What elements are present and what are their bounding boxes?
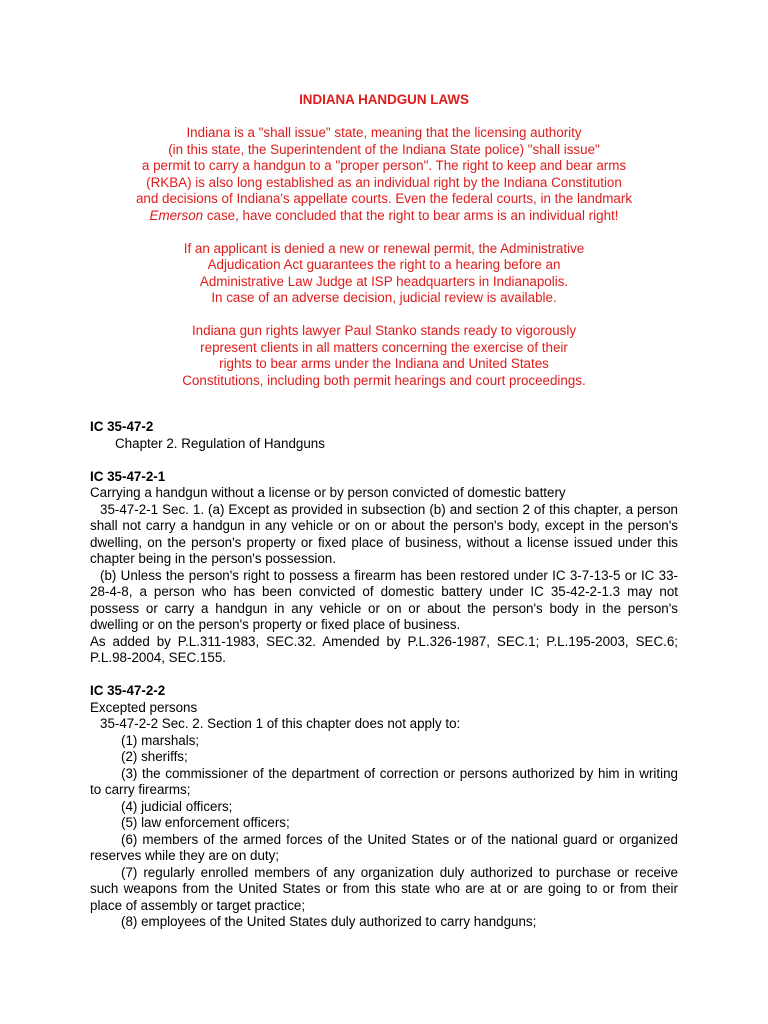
- intro-line: Indiana gun rights lawyer Paul Stanko stands ready to vigorously: [191, 323, 577, 338]
- list-item-text: (2) sheriffs;: [121, 749, 188, 764]
- list-item: [90, 766, 678, 799]
- list-item: [90, 865, 678, 915]
- subsection-b: [90, 568, 678, 634]
- intro-line: (RKBA) is also long established as an individual right by the Indiana Constitution: [146, 174, 622, 190]
- intro-line: rights to bear arms under the Indiana and United States: [219, 356, 549, 371]
- section-code: IC 35-47-2-1: [90, 468, 166, 484]
- section-intro: [90, 716, 678, 733]
- chapter-title: Chapter 2. Regulation of Handguns: [115, 435, 325, 451]
- intro-line-rest: case, have concluded that the right to bear arms is an individual right!: [203, 207, 619, 223]
- intro-paragraph-lawyer: [90, 323, 678, 389]
- case-name-emerson: Emerson: [149, 207, 204, 223]
- list-item: [90, 799, 678, 816]
- intro-line: Constitutions, including both permit hearings and court proceedings.: [182, 372, 586, 388]
- section-ic-35-47-2-1: [90, 469, 678, 667]
- section-subtitle: Excepted persons: [90, 699, 198, 715]
- list-item-text: (8) employees of the United States duly authorized to carry handguns;: [121, 914, 537, 929]
- subsection-a: [90, 502, 678, 568]
- intro-line: a permit to carry a handgun to a "proper person". The right to keep and bear arms: [141, 158, 627, 173]
- section-code: IC 35-47-2-2: [90, 683, 166, 698]
- intro-line: represent clients in all matters concerning the exercise of their: [200, 339, 568, 355]
- list-item: [90, 914, 678, 931]
- list-item-text: (6) members of the armed forces of the United States or of the national guard or organized reserves while they are on duty;: [90, 831, 678, 863]
- list-item-text: (1) marshals;: [121, 732, 200, 748]
- intro-paragraph-shall-issue: [90, 125, 678, 224]
- intro-line: In case of an adverse decision, judicial review is available.: [211, 290, 557, 305]
- document-title: INDIANA HANDGUN LAWS: [299, 92, 469, 107]
- intro-line: [90, 208, 678, 225]
- list-item-text: (7) regularly enrolled members of any organization duly authorized to purchase or receive such weapons from the United States or from this state who are at or are going to or from their place of assembly or target practice;: [90, 864, 678, 913]
- intro-line: Indiana is a "shall issue" state, meaning that the licensing authority: [186, 125, 582, 140]
- section-subtitle: Carrying a handgun without a license or by person convicted of domestic battery: [90, 485, 566, 500]
- statute-text: [90, 419, 678, 947]
- list-item-text: (4) judicial officers;: [121, 798, 233, 814]
- list-item: [90, 832, 678, 865]
- section-ic-35-47-2-2: [90, 683, 678, 931]
- legislative-history: As added by P.L.311-1983, SEC.32. Amended by P.L.326-1987, SEC.1; P.L.195-2003, SEC.6; P.L.98-2004, SEC.155.: [90, 633, 678, 665]
- intro-line: If an applicant is denied a new or renewal permit, the Administrative: [183, 240, 585, 256]
- section-intro-text: 35-47-2-2 Sec. 2. Section 1 of this chapter does not apply to:: [100, 716, 461, 731]
- intro-block: [90, 92, 678, 406]
- section-ic-35-47-2: [90, 419, 678, 452]
- list-item-text: (5) law enforcement officers;: [121, 815, 290, 830]
- list-item-text: (3) the commissioner of the department of correction or persons authorized by him in writing to carry firearms;: [90, 765, 678, 797]
- intro-line: Adjudication Act guarantees the right to a hearing before an: [207, 257, 561, 272]
- subsection-a-text: 35-47-2-1 Sec. 1. (a) Except as provided in subsection (b) and section 2 of this chapter, a person shall not carry a handgun in any vehicle or on or about the person's body, except in the person's dwelling, on the person's property or fixed place of business, without a license issued under this chapter being in the person's possession.: [90, 501, 678, 566]
- intro-paragraph-hearing: [90, 241, 678, 307]
- intro-line: and decisions of Indiana's appellate courts. Even the federal courts, in the landmark: [135, 191, 633, 206]
- section-code: IC 35-47-2: [90, 419, 154, 434]
- intro-line: (in this state, the Superintendent of the Indiana State police) "shall issue": [168, 141, 600, 157]
- list-item: [90, 749, 678, 766]
- list-item: [90, 733, 678, 750]
- subsection-b-text: (b) Unless the person's right to possess a firearm has been restored under IC 3-7-13-5 or IC 33-28-4-8, a person who has been convicted of domestic battery under IC 35-42-2-1.3 may not possess or carry a handgun in any vehicle or on or about the person's body in the person's dwelling or on the person's property or fixed place of business.: [90, 567, 678, 632]
- intro-line: Administrative Law Judge at ISP headquarters in Indianapolis.: [199, 273, 569, 289]
- list-item: [90, 815, 678, 832]
